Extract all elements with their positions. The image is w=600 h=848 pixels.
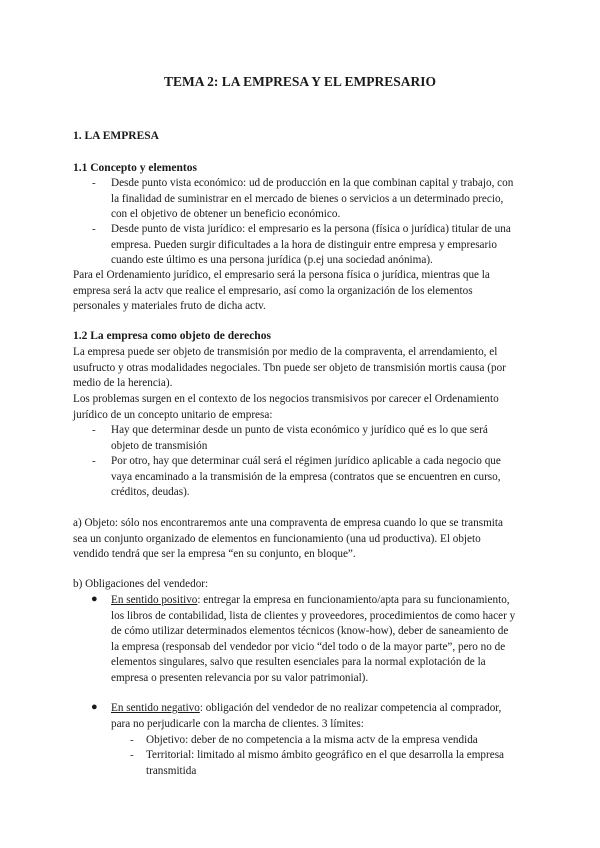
text-line: vaya encaminado a la transmisión de la empresa (contratos que se encuentren en curso, — [111, 470, 501, 483]
subsection-heading: 1.1 Concepto y elementos — [73, 162, 197, 174]
text-line: empresa será la actv que realice el empresario, así como la organización de los elementos — [73, 284, 473, 297]
heading-text: b) Obligaciones del vendedor: — [73, 578, 209, 590]
list-item-negativo — [111, 701, 501, 732]
text-line: elementos singulares, salvo que resulten esenciales para la normal explotación de la — [111, 656, 486, 668]
text-line: vendido tendrá que ser la empresa “en su conjunto, en bloque”. — [73, 548, 356, 560]
paragraph-objeto — [73, 516, 503, 563]
text-line: objeto de transmisión — [111, 439, 208, 452]
text-line: los libros de contabilidad, lista de clientes y proveedores, procedimientos de como hacer y — [111, 609, 516, 622]
dash-bullet-icon: - — [130, 749, 134, 761]
text-line: Por otro, hay que determinar cuál será el régimen jurídico aplicable a cada negocio que — [111, 455, 501, 467]
continuation-lines — [111, 609, 515, 687]
continuation-lines — [111, 717, 501, 733]
text-line: la empresa (responsab del vendedor por vicio “del todo o de la mayor parte”, pero no de — [111, 640, 506, 653]
dash-bullet-icon: - — [92, 177, 96, 189]
list-item-positivo — [111, 593, 515, 686]
text-line: Territorial: limitado al mismo ámbito geográfico en el que desarrolla la empresa — [146, 749, 505, 761]
text-line: la finalidad de suministrar en el mercado de bienes o servicios a un determinado precio, — [111, 192, 504, 205]
list-item — [111, 423, 488, 454]
text-line: a) Objeto: sólo nos encontraremos ante una compraventa de empresa cuando lo que se transmita — [73, 517, 503, 529]
dash-bullet-icon: - — [92, 424, 96, 436]
text-line: para no perjudicarle con la marcha de clientes. 3 límites: — [111, 717, 364, 730]
text-line: Para el Ordenamiento jurídico, el empresario será la persona física o jurídica, mientras que la — [73, 269, 490, 281]
text-line: empresa. Pueden surgir dificultades a la hora de distinguir entre empresa y empresario — [111, 238, 497, 251]
text-line: con el objetivo de obtener un beneficio económico. — [111, 208, 341, 220]
sub-list-item — [146, 748, 504, 779]
text-line: sea un conjunto organizado de elementos en funcionamiento (una ud productiva). El objeto — [73, 532, 481, 545]
line-text: : entregar la empresa en funcionamiento/apta para su funcionamiento, — [197, 594, 510, 606]
document-title: TEMA 2: LA EMPRESA Y EL EMPRESARIO — [163, 74, 437, 89]
paragraph — [73, 268, 490, 315]
dash-bullet-icon: - — [130, 734, 134, 746]
text-line: Desde punto vista económico: ud de producción en la que combinan capital y trabajo, con — [111, 177, 514, 189]
text-line: transmitida — [146, 764, 197, 777]
text-line: Desde punto de vista jurídico: el empresario es la persona (física o jurídica) titular de una — [111, 223, 511, 235]
text-line: empresa o presenten relevancia por su valor patrimonial). — [111, 671, 369, 684]
round-bullet-icon: ● — [91, 701, 98, 713]
round-bullet-icon: ● — [91, 593, 98, 605]
dash-bullet-icon: - — [92, 455, 96, 467]
sub-list-item — [146, 733, 478, 749]
text-line: Los problemas surgen en el contexto de los negocios transmisivos por carecer el Ordenamiento — [73, 393, 499, 405]
underlined-label: En sentido positivo — [111, 594, 198, 606]
list-item — [111, 454, 501, 501]
text-line: medio de la herencia). — [73, 377, 173, 389]
list-item — [111, 222, 511, 269]
text-line: Hay que determinar desde un punto de vista económico y jurídico qué es lo que será — [111, 424, 488, 436]
line-text: : obligación del vendedor de no realizar competencia al comprador, — [199, 702, 502, 714]
paragraph — [73, 345, 506, 392]
text-line: Objetivo: deber de no competencia a la misma actv de la empresa vendida — [146, 734, 478, 746]
text-line: La empresa puede ser objeto de transmisión por medio de la compraventa, el arrendamiento, el — [73, 346, 498, 358]
paragraph — [73, 392, 499, 423]
text-line: usufructo y otras modalidades negociales. Tbn puede ser objeto de transmisión mortis causa (por — [73, 361, 506, 374]
dash-bullet-icon: - — [92, 223, 96, 235]
section-heading: 1. LA EMPRESA — [73, 130, 159, 142]
text-line: jurídico de un concepto unitario de empresa: — [73, 408, 273, 421]
obligaciones-heading — [73, 577, 208, 593]
text-line: cuando este último es una persona jurídica (p.ej una sociedad anónima). — [111, 254, 433, 266]
text-line: de cómo utilizar determinados elementos técnicos (know-how), deber de saneamiento de — [111, 625, 509, 637]
list-item — [111, 176, 513, 223]
text-line: personales y materiales fruto de dicha actv. — [73, 300, 266, 312]
subsection-heading: 1.2 La empresa como objeto de derechos — [73, 330, 271, 342]
underlined-label: En sentido negativo — [111, 702, 200, 714]
text-line: créditos, deudas). — [111, 486, 190, 498]
